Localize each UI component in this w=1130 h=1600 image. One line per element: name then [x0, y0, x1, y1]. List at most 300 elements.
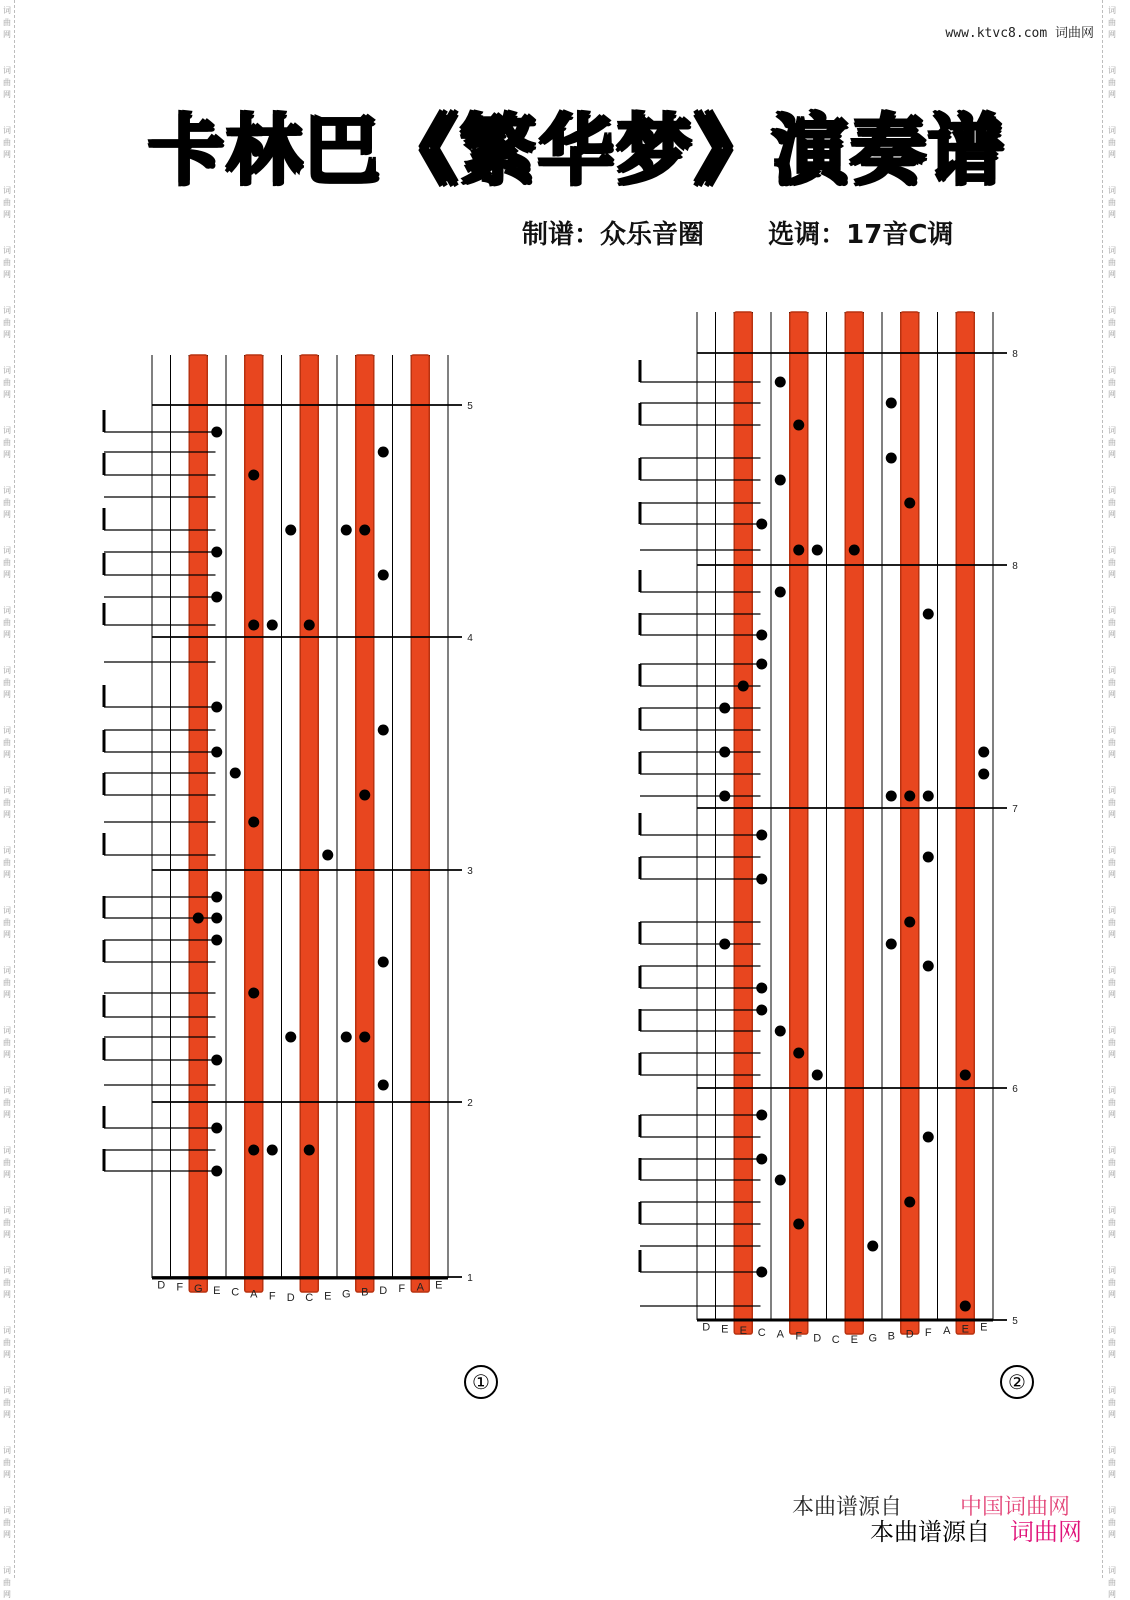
watermark-char: 网 — [3, 930, 11, 939]
credit-value: 众乐音圈 — [600, 220, 705, 250]
measure-number: 8 — [1012, 561, 1018, 572]
watermark-char: 词 — [3, 6, 11, 15]
watermark-char: 曲 — [1108, 438, 1116, 447]
note-dot — [248, 470, 259, 481]
site-url[interactable]: www.ktvc8.com 词曲网 — [945, 26, 1094, 41]
note-dot — [211, 747, 222, 758]
watermark-char: 词 — [1108, 846, 1116, 855]
watermark-char: 词 — [1108, 1026, 1116, 1035]
note-dot — [211, 427, 222, 438]
tine-label: E — [850, 1334, 858, 1347]
watermark-char: 曲 — [1108, 18, 1116, 27]
measure-number: 5 — [1012, 1316, 1018, 1327]
watermark-char: 曲 — [1108, 138, 1116, 147]
watermark-char: 曲 — [3, 1038, 11, 1047]
note-dot — [211, 892, 222, 903]
watermark-char: 网 — [3, 690, 11, 699]
watermark-char: 网 — [1108, 1470, 1116, 1479]
note-dot — [923, 961, 934, 972]
measure-number: 8 — [1012, 349, 1018, 360]
note-dot — [322, 850, 333, 861]
watermark-char: 词 — [1108, 366, 1116, 375]
measure-number: 7 — [1012, 804, 1018, 815]
note-dot — [211, 702, 222, 713]
note-dot — [775, 1026, 786, 1037]
credit-label: 制谱： — [522, 220, 601, 250]
tine-label: E — [721, 1323, 729, 1336]
footer-site-link[interactable]: 词曲网 — [1010, 1518, 1082, 1546]
watermark-char: 词 — [3, 66, 11, 75]
note-dot — [904, 498, 915, 509]
tine-label: B — [887, 1330, 895, 1343]
watermark-char: 词 — [3, 1206, 11, 1215]
watermark-char: 网 — [3, 150, 11, 159]
watermark-char: 词 — [3, 1146, 11, 1155]
note-dot — [756, 1005, 767, 1016]
note-dot — [793, 545, 804, 556]
tine-label: E — [435, 1279, 443, 1292]
watermark-char: 词 — [1108, 1506, 1116, 1515]
note-dot — [775, 1175, 786, 1186]
watermark-char: 词 — [3, 606, 11, 615]
watermark-char: 词 — [3, 1506, 11, 1515]
watermark-char: 词 — [1108, 246, 1116, 255]
watermark-char: 词 — [1108, 426, 1116, 435]
note-dot — [211, 935, 222, 946]
note-dot — [378, 570, 389, 581]
tine-label: A — [416, 1281, 424, 1294]
note-dot — [812, 545, 823, 556]
highlight-tine — [356, 355, 374, 1292]
watermark-char: 曲 — [1108, 858, 1116, 867]
highlight-tine — [411, 355, 429, 1292]
note-dot — [378, 1080, 389, 1091]
tine-label: E — [980, 1321, 988, 1334]
note-dot — [775, 377, 786, 388]
watermark-char: 网 — [1108, 330, 1116, 339]
tine-label: D — [157, 1279, 166, 1292]
note-dot — [378, 957, 389, 968]
note-dot — [267, 620, 278, 631]
note-dot — [211, 913, 222, 924]
measure-number: 3 — [467, 866, 473, 877]
watermark-char: 词 — [3, 1386, 11, 1395]
note-dot — [886, 398, 897, 409]
footer-source — [870, 1512, 1082, 1547]
watermark-char: 网 — [3, 1050, 11, 1059]
tine-label: F — [795, 1330, 803, 1343]
tine-label: A — [776, 1328, 784, 1341]
note-dot — [378, 725, 389, 736]
note-dot — [193, 913, 204, 924]
watermark-char: 曲 — [1108, 318, 1116, 327]
watermark-char: 曲 — [3, 738, 11, 747]
watermark-char: 曲 — [1108, 498, 1116, 507]
watermark-char: 网 — [1108, 690, 1116, 699]
tine-label: F — [176, 1281, 184, 1294]
tine-label: D — [379, 1284, 388, 1297]
note-dot — [886, 791, 897, 802]
watermark-char: 词 — [3, 486, 11, 495]
watermark-char: 网 — [1108, 90, 1116, 99]
watermark-char: 词 — [3, 1026, 11, 1035]
watermark-char: 网 — [3, 870, 11, 879]
watermark-char: 网 — [1108, 30, 1116, 39]
tine-label: C — [231, 1286, 240, 1299]
measure-number: 4 — [467, 633, 473, 644]
watermark-char: 网 — [3, 510, 11, 519]
note-dot — [756, 1110, 767, 1121]
note-dot — [359, 790, 370, 801]
watermark-char: 网 — [1108, 630, 1116, 639]
watermark-char: 词 — [1108, 966, 1116, 975]
note-dot — [230, 768, 241, 779]
note-dot — [812, 1070, 823, 1081]
watermark-char: 词 — [1108, 1386, 1116, 1395]
measure-number: 1 — [467, 1273, 473, 1284]
watermark-char: 词 — [3, 426, 11, 435]
watermark-char: 词 — [3, 546, 11, 555]
highlight-tine — [790, 312, 808, 1334]
watermark-char: 曲 — [1108, 1038, 1116, 1047]
watermark-char: 曲 — [1108, 1338, 1116, 1347]
watermark-char: 曲 — [1108, 618, 1116, 627]
watermark-char: 网 — [3, 390, 11, 399]
watermark-char: 网 — [1108, 1410, 1116, 1419]
watermark-char: 曲 — [3, 858, 11, 867]
watermark-char: 词 — [3, 186, 11, 195]
watermark-char: 网 — [1108, 270, 1116, 279]
watermark-char: 曲 — [1108, 1158, 1116, 1167]
watermark-char: 网 — [1108, 810, 1116, 819]
watermark-char: 曲 — [3, 258, 11, 267]
watermark-char: 网 — [1108, 570, 1116, 579]
note-dot — [719, 939, 730, 950]
watermark-char: 曲 — [3, 1098, 11, 1107]
watermark-char: 网 — [3, 750, 11, 759]
tine-label: C — [757, 1326, 766, 1339]
note-dot — [886, 453, 897, 464]
watermark-char: 词 — [3, 906, 11, 915]
footer-faded-source: 本曲谱源自 — [792, 1495, 903, 1520]
watermark-char: 网 — [3, 90, 11, 99]
note-dot — [341, 525, 352, 536]
tine-label: E — [961, 1323, 969, 1336]
note-dot — [756, 519, 767, 530]
watermark-char: 曲 — [3, 378, 11, 387]
note-dot — [211, 1123, 222, 1134]
watermark-char: 曲 — [3, 618, 11, 627]
watermark-char: 网 — [1108, 1170, 1116, 1179]
watermark-char: 网 — [3, 270, 11, 279]
note-dot — [886, 939, 897, 950]
tine-label: D — [286, 1292, 295, 1305]
tine-label: G — [341, 1288, 351, 1301]
watermark-char: 网 — [3, 1110, 11, 1119]
watermark-char: 曲 — [3, 1158, 11, 1167]
watermark-char: 网 — [1108, 1050, 1116, 1059]
watermark-char: 曲 — [1108, 1398, 1116, 1407]
watermark-char: 曲 — [1108, 558, 1116, 567]
note-dot — [211, 1166, 222, 1177]
tine-label: E — [324, 1290, 332, 1303]
watermark-char: 网 — [1108, 510, 1116, 519]
watermark-char: 曲 — [1108, 1578, 1116, 1587]
watermark-char: 词 — [3, 1266, 11, 1275]
watermark-char: 词 — [1108, 186, 1116, 195]
watermark-char: 曲 — [3, 798, 11, 807]
watermark-char: 网 — [1108, 210, 1116, 219]
watermark-char: 曲 — [3, 138, 11, 147]
watermark-char: 曲 — [1108, 378, 1116, 387]
watermark-char: 词 — [1108, 486, 1116, 495]
watermark-char: 词 — [1108, 906, 1116, 915]
watermark-char: 曲 — [3, 1218, 11, 1227]
tine-label: A — [943, 1325, 951, 1338]
measure-number: 6 — [1012, 1084, 1018, 1095]
note-dot — [923, 609, 934, 620]
highlight-tine — [956, 312, 974, 1334]
watermark-char: 曲 — [3, 1278, 11, 1287]
watermark-char: 网 — [1108, 930, 1116, 939]
note-dot — [904, 917, 915, 928]
watermark-char: 曲 — [3, 1398, 11, 1407]
panel-1-number: ① — [464, 1365, 498, 1399]
note-dot — [793, 420, 804, 431]
watermark-char: 网 — [3, 1410, 11, 1419]
watermark-char: 曲 — [3, 78, 11, 87]
note-dot — [248, 1145, 259, 1156]
watermark-char: 曲 — [3, 978, 11, 987]
watermark-char: 曲 — [1108, 198, 1116, 207]
watermark-char: 网 — [1108, 1290, 1116, 1299]
highlight-tine — [901, 312, 919, 1334]
note-dot — [756, 1267, 767, 1278]
watermark-char: 网 — [1108, 990, 1116, 999]
note-dot — [738, 681, 749, 692]
note-dot — [359, 525, 370, 536]
note-dot — [211, 547, 222, 558]
watermark-char: 词 — [1108, 1206, 1116, 1215]
note-dot — [211, 592, 222, 603]
watermark-char: 曲 — [3, 438, 11, 447]
tine-label: D — [905, 1328, 914, 1341]
note-dot — [719, 791, 730, 802]
watermark-char: 词 — [3, 246, 11, 255]
watermark-char: 网 — [3, 450, 11, 459]
tine-label: A — [250, 1288, 258, 1301]
note-dot — [211, 1055, 222, 1066]
note-dot — [248, 817, 259, 828]
highlight-tine — [734, 312, 752, 1334]
watermark-char: 网 — [3, 210, 11, 219]
watermark-char: 词 — [3, 1086, 11, 1095]
note-dot — [285, 1032, 296, 1043]
note-dot — [923, 852, 934, 863]
watermark-char: 词 — [3, 1446, 11, 1455]
tine-label: E — [739, 1325, 747, 1338]
note-dot — [756, 630, 767, 641]
watermark-char: 曲 — [1108, 678, 1116, 687]
measure-number: 5 — [467, 401, 473, 412]
measure-number: 2 — [467, 1098, 473, 1109]
watermark-char: 词 — [3, 846, 11, 855]
watermark-char: 词 — [3, 306, 11, 315]
watermark-char: 词 — [1108, 1086, 1116, 1095]
tine-label: C — [305, 1292, 314, 1305]
watermark-char: 网 — [1108, 1350, 1116, 1359]
watermark-char: 曲 — [1108, 78, 1116, 87]
watermark-char: 曲 — [3, 18, 11, 27]
tine-label: F — [268, 1290, 276, 1303]
watermark-char: 词 — [3, 366, 11, 375]
note-dot — [341, 1032, 352, 1043]
watermark-char: 词 — [1108, 1566, 1116, 1575]
tine-label: D — [702, 1321, 711, 1334]
watermark-char: 曲 — [3, 678, 11, 687]
watermark-char: 网 — [3, 810, 11, 819]
note-dot — [248, 620, 259, 631]
watermark-char: 网 — [1108, 1230, 1116, 1239]
note-dot — [285, 525, 296, 536]
watermark-char: 网 — [3, 30, 11, 39]
watermark-char: 词 — [1108, 126, 1116, 135]
panel-2-number: ② — [1000, 1365, 1034, 1399]
watermark-char: 曲 — [3, 558, 11, 567]
watermark-char: 曲 — [3, 498, 11, 507]
note-dot — [849, 545, 860, 556]
watermark-char: 词 — [3, 1326, 11, 1335]
watermark-char: 曲 — [3, 1578, 11, 1587]
note-dot — [775, 587, 786, 598]
note-dot — [923, 791, 934, 802]
watermark-char: 词 — [1108, 66, 1116, 75]
tine-label: F — [398, 1283, 406, 1296]
watermark-char: 网 — [3, 1290, 11, 1299]
watermark-char: 曲 — [1108, 738, 1116, 747]
watermark-char: 词 — [1108, 1266, 1116, 1275]
watermark-char: 词 — [1108, 6, 1116, 15]
watermark-char: 曲 — [1108, 258, 1116, 267]
footer-source-text: 本曲谱源自 — [870, 1518, 990, 1546]
footer-faded-site[interactable]: 中国词曲网 — [960, 1495, 1071, 1520]
watermark-char: 曲 — [1108, 1278, 1116, 1287]
note-dot — [793, 1048, 804, 1059]
watermark-char: 网 — [3, 1470, 11, 1479]
watermark-char: 词 — [1108, 726, 1116, 735]
tine-label: G — [868, 1332, 878, 1345]
watermark-char: 词 — [3, 966, 11, 975]
tine-label: D — [813, 1332, 822, 1345]
watermark-char: 词 — [1108, 306, 1116, 315]
note-dot — [756, 874, 767, 885]
tine-label: F — [924, 1326, 932, 1339]
key-label: 选调： — [768, 220, 847, 250]
watermark-char: 网 — [3, 1530, 11, 1539]
watermark-char: 网 — [1108, 390, 1116, 399]
tine-label: G — [193, 1283, 203, 1296]
watermark-char: 曲 — [1108, 978, 1116, 987]
watermark-char: 词 — [1108, 1146, 1116, 1155]
watermark-char: 网 — [1108, 1110, 1116, 1119]
highlight-tine — [845, 312, 863, 1334]
watermark-char: 网 — [3, 1350, 11, 1359]
watermark-char: 网 — [3, 570, 11, 579]
tine-label: E — [213, 1284, 221, 1297]
note-dot — [960, 1301, 971, 1312]
watermark-char: 网 — [1108, 450, 1116, 459]
watermark-char: 网 — [3, 1230, 11, 1239]
note-dot — [248, 988, 259, 999]
watermark-char: 词 — [1108, 786, 1116, 795]
watermark-char: 网 — [3, 1170, 11, 1179]
watermark-char: 网 — [1108, 1590, 1116, 1599]
watermark-char: 词 — [1108, 1326, 1116, 1335]
note-dot — [719, 747, 730, 758]
note-dot — [719, 703, 730, 714]
note-dot — [267, 1145, 278, 1156]
watermark-char: 词 — [3, 786, 11, 795]
watermark-char: 网 — [3, 990, 11, 999]
note-dot — [775, 475, 786, 486]
note-dot — [904, 1197, 915, 1208]
note-dot — [756, 983, 767, 994]
watermark-char: 词 — [3, 666, 11, 675]
note-dot — [378, 447, 389, 458]
tine-label: C — [831, 1334, 840, 1347]
page-title: 卡林巴《繁华梦》演奏谱 — [148, 106, 1006, 195]
note-dot — [359, 1032, 370, 1043]
watermark-char: 曲 — [3, 318, 11, 327]
key-value: 17音C调 — [846, 220, 954, 250]
watermark-char: 词 — [1108, 1446, 1116, 1455]
watermark-char: 曲 — [3, 198, 11, 207]
watermark-char: 网 — [1108, 870, 1116, 879]
note-dot — [756, 1154, 767, 1165]
note-dot — [978, 769, 989, 780]
note-dot — [960, 1070, 971, 1081]
watermark-char: 网 — [3, 1590, 11, 1599]
watermark-char: 网 — [1108, 150, 1116, 159]
watermark-char: 曲 — [1108, 1218, 1116, 1227]
note-dot — [756, 659, 767, 670]
note-dot — [923, 1132, 934, 1143]
watermark-char: 曲 — [3, 1458, 11, 1467]
watermark-char: 词 — [3, 726, 11, 735]
note-dot — [867, 1241, 878, 1252]
watermark-char: 词 — [1108, 666, 1116, 675]
watermark-char: 曲 — [3, 918, 11, 927]
watermark-char: 曲 — [1108, 918, 1116, 927]
note-dot — [978, 747, 989, 758]
highlight-tine — [189, 355, 207, 1292]
note-dot — [756, 830, 767, 841]
watermark-char: 词 — [1108, 546, 1116, 555]
note-dot — [304, 620, 315, 631]
watermark-char: 词 — [3, 1566, 11, 1575]
watermark-char: 曲 — [1108, 1458, 1116, 1467]
note-dot — [904, 791, 915, 802]
watermark-char: 网 — [1108, 750, 1116, 759]
watermark-char: 网 — [1108, 1530, 1116, 1539]
note-dot — [304, 1145, 315, 1156]
watermark-char: 曲 — [1108, 798, 1116, 807]
tine-label: B — [361, 1286, 369, 1299]
watermark-char: 网 — [3, 630, 11, 639]
watermark-char: 曲 — [1108, 1098, 1116, 1107]
note-dot — [793, 1219, 804, 1230]
watermark-char: 曲 — [3, 1338, 11, 1347]
